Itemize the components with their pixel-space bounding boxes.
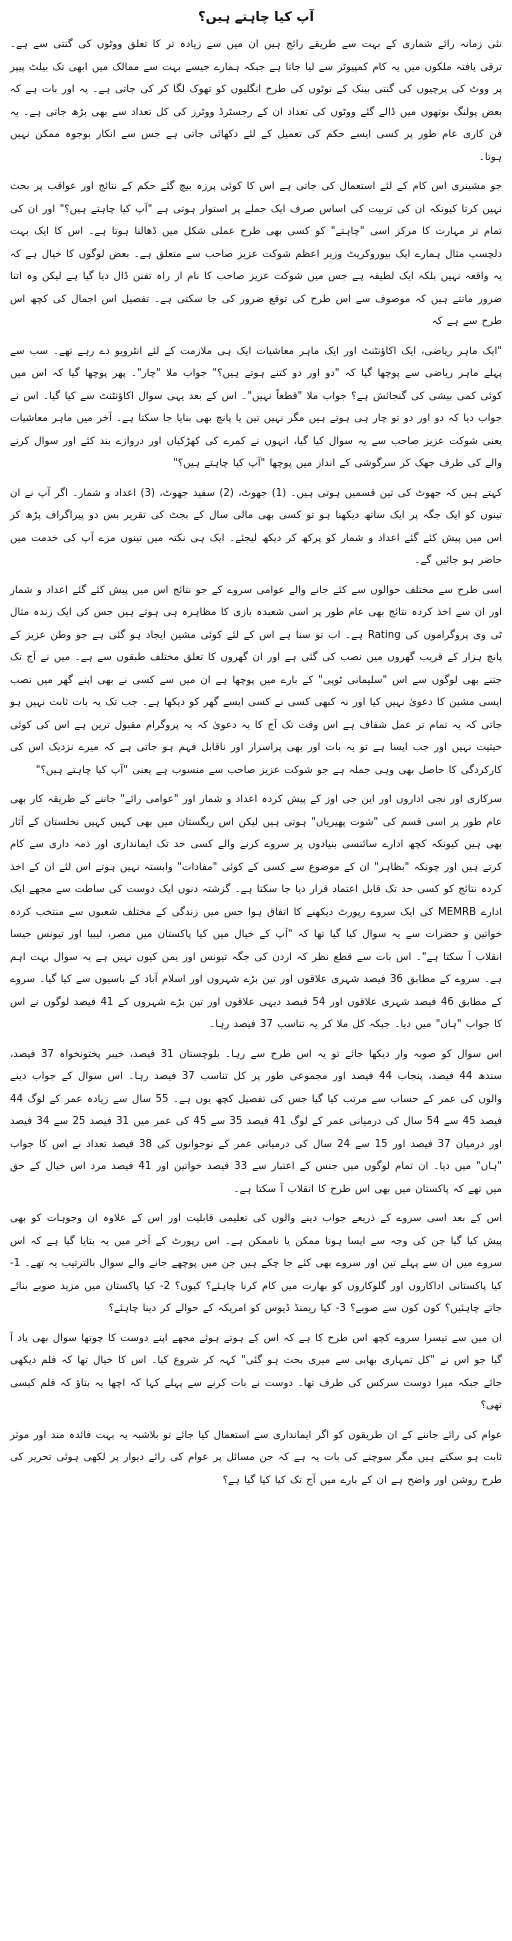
article-paragraph-2: جو مشینری اس کام کے لئے استعمال کی جاتی ہے اس کا کوئی پرزہ بیچ گئے حکم کے نتائج اور عواقب پر بحث نہیں کرتا کیونکہ ان کی تربیت کی اساس صرف ایک جملے پر استوار ہوتی ہے "آپ کیا چاہتے ہیں؟" اور ان کی تمام تر مہارت کا مرکز اسی "چاہتے" کو کسی بھی طرح عملی شکل میں ڈھالنا ہوتا ہے۔ اس کا ایک بہت دلچسپ مثال ہمارے ایک بیوروکریٹ وزیر اعظم شوکت عزیز صاحب سے متعلق ہے۔ بعض لوگوں کا خیال ہے کہ یہ واقعہ نہیں بلکہ ایک لطیفہ ہے جس میں شوکت عزیز صاحب کا نام از راہ تفنن ڈال دیا گیا ہے لیکن وہ اتنا ضرور مانتے ہیں کہ موصوف سے اس طرح کی توقع ضرور کی جا سکتی ہے۔ تفصیل اس اجمال کی کچھ اس طرح سے ہے کہ xyxy=(10,181,502,327)
article-paragraph-5: اسی طرح سے مختلف حوالوں سے کئے جانے والے عوامی سروے کے جو نتائج اس میں پیش کئے گئے اعداد و شمار اور ان سے اخذ کردہ نتائج بھی عام طور پر اسی شعبدہ بازی کا مظاہرہ ہی ہوتے ہیں جس کی ایک زندہ مثال ٹی وی پروگراموں کی Rating ہے۔ اب تو سنا ہے اس کے لئے کوئی مشین ایجاد ہو گئی ہے جو وطن عزیز کے پانچ ہزار کے قریب گھروں میں نصب کی گئی ہے اور ان گھروں کا تعلق مختلف طبقوں سے ہے۔ میں نے آج تک جتنے بھی لوگوں سے اس "سلیمانی ٹوپی" کے بارے میں پوچھا ہے ان میں سے کسی نے بھی اپنے گھر میں نصب ایسی مشین کا دعویٰ نہیں کیا اور نہ کبھی کسی نے کسی ایسے گھر کو دیکھا ہے۔ جب تک یہ بات ثابت نہیں ہو جاتی کہ یہ تمام تر عمل شفاف ہے اس وقت تک آج کا یہ دعویٰ کہ یہ پروگرام مقبول ترین ہے اس کی کوئی حیثیت نہیں اور جب ایسا ہے تو یہ بات اور بھی پراسرار اور ناقابل فہم ہو جاتی ہے کہ میرے نزدیک اس کی کارکردگی کا حاصل بھی وہی جملہ ہے جو شوکت عزیز صاحب سے منسوب ہے یعنی "آپ کیا چاہتے ہیں؟" xyxy=(10,584,502,776)
article-paragraph-4: کہتے ہیں کہ جھوٹ کی تین قسمیں ہوتی ہیں۔ (1) جھوٹ، (2) سفید جھوٹ، (3) اعداد و شمار۔ اگر آپ نے ان تینوں کو ایک جگہ پر ایک ساتھ دیکھنا ہو تو کسی بھی مالی سال کے بجٹ کی تقریر بس دو پیراگراف پڑھ کر اس میں پیش کئے گئے اعداد و شمار کو پرکھ کر دیکھ لیجئے۔ ایک ہی نکتہ میں تینوں مزے آپ کی خدمت میں حاضر ہو جائیں گے۔ xyxy=(10,487,502,566)
article-paragraph-10: عوام کی رائے جاننے کے ان طریقوں کو اگر ایمانداری سے استعمال کیا جائے تو بلاشبہ یہ بہت فائدہ مند اور موثر ثابت ہو سکتے ہیں مگر سوچنے کی بات یہ ہے کہ جن مسائل پر عوام کی رائے دیوار پر لکھی ہوئی تحریر کی طرح روشن اور واضح ہے ان کے بارے میں آج تک کیا کیا گیا ہے؟ xyxy=(10,1429,502,1486)
article-title: آپ کیا چاہتے ہیں؟ xyxy=(198,10,314,25)
article-paragraph-9: ان میں سے تیسرا سروے کچھ اس طرح کا ہے کہ اس کے ہوتے ہوئے مجھے اپنے دوست کا چوتھا سوال بھی یاد آ گیا جو اس نے "کل تمہاری بھابی سے میری بحث ہو گئی" کہہ کر شروع کیا۔ اس کا خیال تھا کہ فلم دیکھی جائے جبکہ میرا دوست سرکس کی طرف تھا۔ دوست نے بات کرنے سے پہلے کہا کہ اچھا یہ بتاؤ کہ فلم کیسی تھی؟ xyxy=(10,1332,502,1411)
article-paragraph-3: "ایک ماہر ریاضی، ایک اکاؤنٹنٹ اور ایک ماہر معاشیات ایک ہی ملازمت کے لئے انٹرویو دے رہے تھے۔ سب سے پہلے ماہر ریاضی سے پوچھا گیا کہ "دو اور دو کتنے ہوتے ہیں؟" جواب ملا "چار"۔ پھر پوچھا گیا کہ اس میں کوئی کمی بیشی کی گنجائش ہے؟ جواب ملا "قطعاً نہیں"۔ اس کے بعد یہی سوال اکاؤنٹنٹ سے کیا گیا۔ اس نے جواب دیا کہ دو اور دو تو چار ہی ہوتے ہیں مگر نہیں تین یا پانچ بھی بنایا جا سکتا ہے۔ آخر میں ماہر معاشیات یعنی شوکت عزیز صاحب سے یہ سوال کیا گیا، انہوں نے کمرے کی کھڑکیاں اور دروازے بند کئے اور سوال کرنے والے کی طرف جھک کر سرگوشی کے انداز میں پوچھا "آپ کیا چاہتے ہیں؟" xyxy=(10,345,502,469)
article-paragraph-6: سرکاری اور نجی اداروں اور این جی اوز کے پیش کردہ اعداد و شمار اور "عوامی رائے" جاننے کے طریقہ کار بھی عام طور پر اسی قسم کی "شوت پھیریاں" ہوتی ہیں لیکن اس ریگستان میں بھی کہیں کہیں نخلستان کے آثار بھی ہیں کیونکہ کچھ ادارے سائنسی بنیادوں پر سروے کرنے والے کسی حد تک ایمانداری اور ذمہ داری سے کام کرتے ہیں اور چونکہ "بظاہر" ان کے موضوع سے کسی کے کوئی "مفادات" وابستہ نہیں ہوتے اس لئے ان کے اخذ کردہ نتائج کو کسی حد تک قابل اعتماد قرار دیا جا سکتا ہے۔ گزشتہ دنوں ایک دوست کی ساطت سے مجھے ایک ادارے MEMRB کی ایک سروے رپورٹ دیکھنے کا اتفاق ہوا جس میں زندگی کے مختلف شعبوں سے منتخب کردہ خواتین و حضرات سے یہ سوال کیا گیا تھا کہ "آپ کے خیال میں کیا پاکستان میں مصر، لیبیا اور تیونس جیسا انقلاب آ سکتا ہے"۔ اس بات سے قطع نظر کہ اردن کی جگہ تیونس اور یمن کیوں نہیں ہے یہ سوال بہت اہم ہے۔ سروے کے مطابق 36 فیصد شہری علاقوں اور تین بڑے شہروں اور اسلام آباد کے باسیوں سے کیا گیا۔ سروے کے مطابق 46 فیصد شہری علاقوں اور 54 فیصد دیہی علاقوں اور تین بڑے شہروں کے 41 فیصد لوگوں نے اس کا جواب "ہاں" میں دیا۔ جبکہ کل ملا کر یہ تناسب 37 فیصد رہا۔ xyxy=(10,794,503,1030)
article-paragraph-1: نئی زمانہ رائے شماری کے بہت سے طریقے رائج ہیں ان میں سے زیادہ تر کا تعلق ووٹوں کی گنتی سے ہے۔ ترقی یافتہ ملکوں میں یہ کام کمپیوٹر سے لیا جاتا ہے جبکہ ہمارے جیسے بہت سے ممالک میں ابھی تک بیلٹ پیپر پر ووٹ کی پرچیوں کی گنتی بینک کے نوٹوں کی طرح انگلیوں کو تھوک لگا کر کی جاتی ہے۔ یہ اور بات ہے کہ بعض پولنگ بوتھوں میں ڈالے گئے ووٹوں کی تعداد ان کے رجسٹرڈ ووٹرز کی کل تعداد سے بھی بڑھ جاتی ہے۔ یہ فن کاری عام طور پر کسی ایسے حکم کی تعمیل کے لئے دکھائی جاتی ہے جس سے انکار بوجوہ ممکن نہیں ہوتا۔ xyxy=(10,39,502,163)
article-paragraph-7: اس سوال کو صوبہ وار دیکھا جائے تو یہ اس طرح سے رہا۔ بلوچستان 31 فیصد، خیبر پختونخواہ 37 فیصد، سندھ 44 فیصد، پنجاب 44 فیصد اور مجموعی طور پر کل تناسب 37 فیصد رہا۔ اس سوال کے جواب دینے والوں کی عمر کے حساب سے مرتب کیا گیا جس کی تفصیل کچھ یوں ہے۔ 55 سال سے زیادہ عمر کے لوگ 44 فیصد 45 سے 54 سال کی درمیانی عمر کے لوگ 41 فیصد 35 سے 45 کی عمر میں 31 فیصد 25 سے 34 فیصد اور درمیان 37 فیصد اور 15 سے 24 سال کی درمیانی عمر کے نوجوانوں کی 38 فیصد تعداد نے اس کا جواب "ہاں" میں دیا۔ ان تمام لوگوں میں جنس کے اعتبار سے 33 فیصد خواتین اور 41 فیصد مرد اس خیال کے حق میں تھے کہ پاکستان میں بھی اس طرح کا انقلاب آ سکتا ہے۔ xyxy=(10,1048,503,1195)
article-paragraph-8: اس کے بعد اسی سروے کے ذریعے جواب دینے والوں کی تعلیمی قابلیت اور اس کے علاوہ ان وجوہات کو بھی پیش کیا گیا جن کی وجہ سے ایسا ہونا ممکن یا ناممکن ہے۔ اس رپورٹ کے آخر میں یہ بتایا گیا ہے کہ اس سروے میں ان سے پہلے تین اور سروے بھی کئے جا چکے ہیں جن میں پوچھے جانے والے سوال بالترتیب یہ تھے۔ 1- کیا پاکستانی اداکاروں اور گلوکاروں کو بھارت میں کام کرنا چاہئے؟ کیوں؟ 2- کیا پاکستان میں مزید صوبے بنائے جانے چاہئیں؟ کون کون سے صوبے؟ 3- کیا ریمنڈ ڈیوس کو امریکہ کے حوالے کر دینا چاہئے؟ xyxy=(10,1213,502,1314)
